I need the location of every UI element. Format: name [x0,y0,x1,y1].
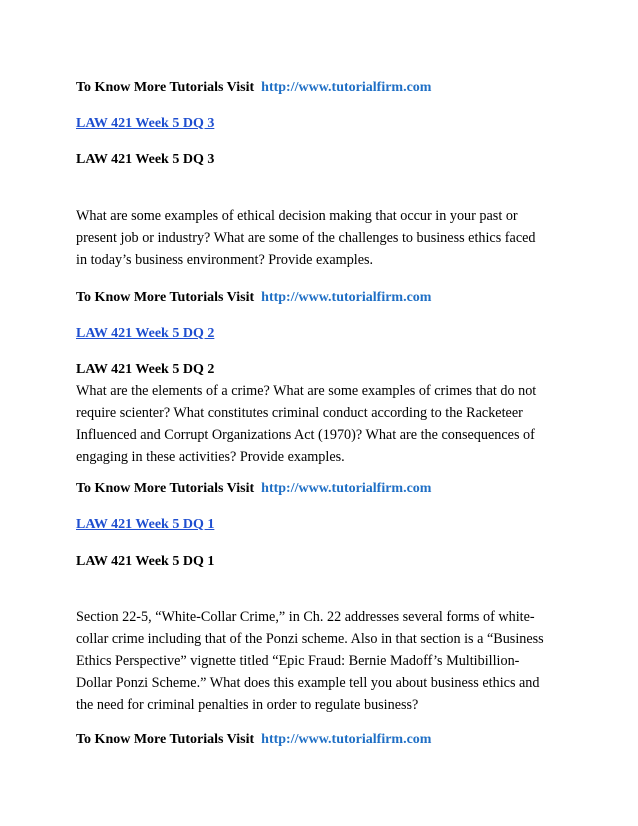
dq3-question-line: present job or industry? What are some of the challenges to business ethics faced [76,230,536,246]
dq2-title-link[interactable]: LAW 421 Week 5 DQ 2 [76,326,215,341]
promo-label: To Know More Tutorials Visit [76,80,255,95]
dq2-question-line: What are the elements of a crime? What are some examples of crimes that do not [76,383,537,399]
dq3-title-link[interactable]: LAW 421 Week 5 DQ 3 [76,116,215,131]
promo-line [76,478,431,500]
dq1-title-link[interactable]: LAW 421 Week 5 DQ 1 [76,517,215,532]
dq2-question-line: Influenced and Corrupt Organizations Act (1970)? What are the consequences of [76,427,535,443]
dq1-heading: LAW 421 Week 5 DQ 1 [76,554,215,569]
dq1-question [76,606,566,716]
promo-line [76,729,431,751]
promo-line [76,77,431,99]
promo-line [76,287,431,309]
promo-url-link[interactable]: http://www.tutorialfirm.com [261,481,432,496]
dq1-question-line: the need for criminal penalties in order to regulate business? [76,697,419,713]
dq3-question-line: What are some examples of ethical decision making that occur in your past or [76,208,518,224]
dq1-question-line: Ethics Perspective” vignette titled “Epic Fraud: Bernie Madoff’s Multibillion- [76,653,520,669]
dq3-question-line: in today’s business environment? Provide examples. [76,252,374,268]
promo-url-link[interactable]: http://www.tutorialfirm.com [261,80,432,95]
promo-label: To Know More Tutorials Visit [76,290,255,305]
promo-label: To Know More Tutorials Visit [76,481,255,496]
dq3-question [76,205,566,271]
dq1-question-line: Section 22-5, “White-Collar Crime,” in Ch. 22 addresses several forms of white- [76,609,535,625]
promo-url-link[interactable]: http://www.tutorialfirm.com [261,290,432,305]
dq2-heading: LAW 421 Week 5 DQ 2 [76,362,215,377]
dq2-question-line: engaging in these activities? Provide examples. [76,449,345,465]
dq1-question-line: Dollar Ponzi Scheme.” What does this example tell you about business ethics and [76,675,540,691]
dq2-question [76,380,566,468]
dq3-heading: LAW 421 Week 5 DQ 3 [76,152,215,167]
dq1-question-line: collar crime including that of the Ponzi scheme. Also in that section is a “Business [76,631,544,647]
promo-label: To Know More Tutorials Visit [76,732,255,747]
dq2-question-line: require scienter? What constitutes criminal conduct according to the Racketeer [76,405,523,421]
promo-url-link[interactable]: http://www.tutorialfirm.com [261,732,432,747]
